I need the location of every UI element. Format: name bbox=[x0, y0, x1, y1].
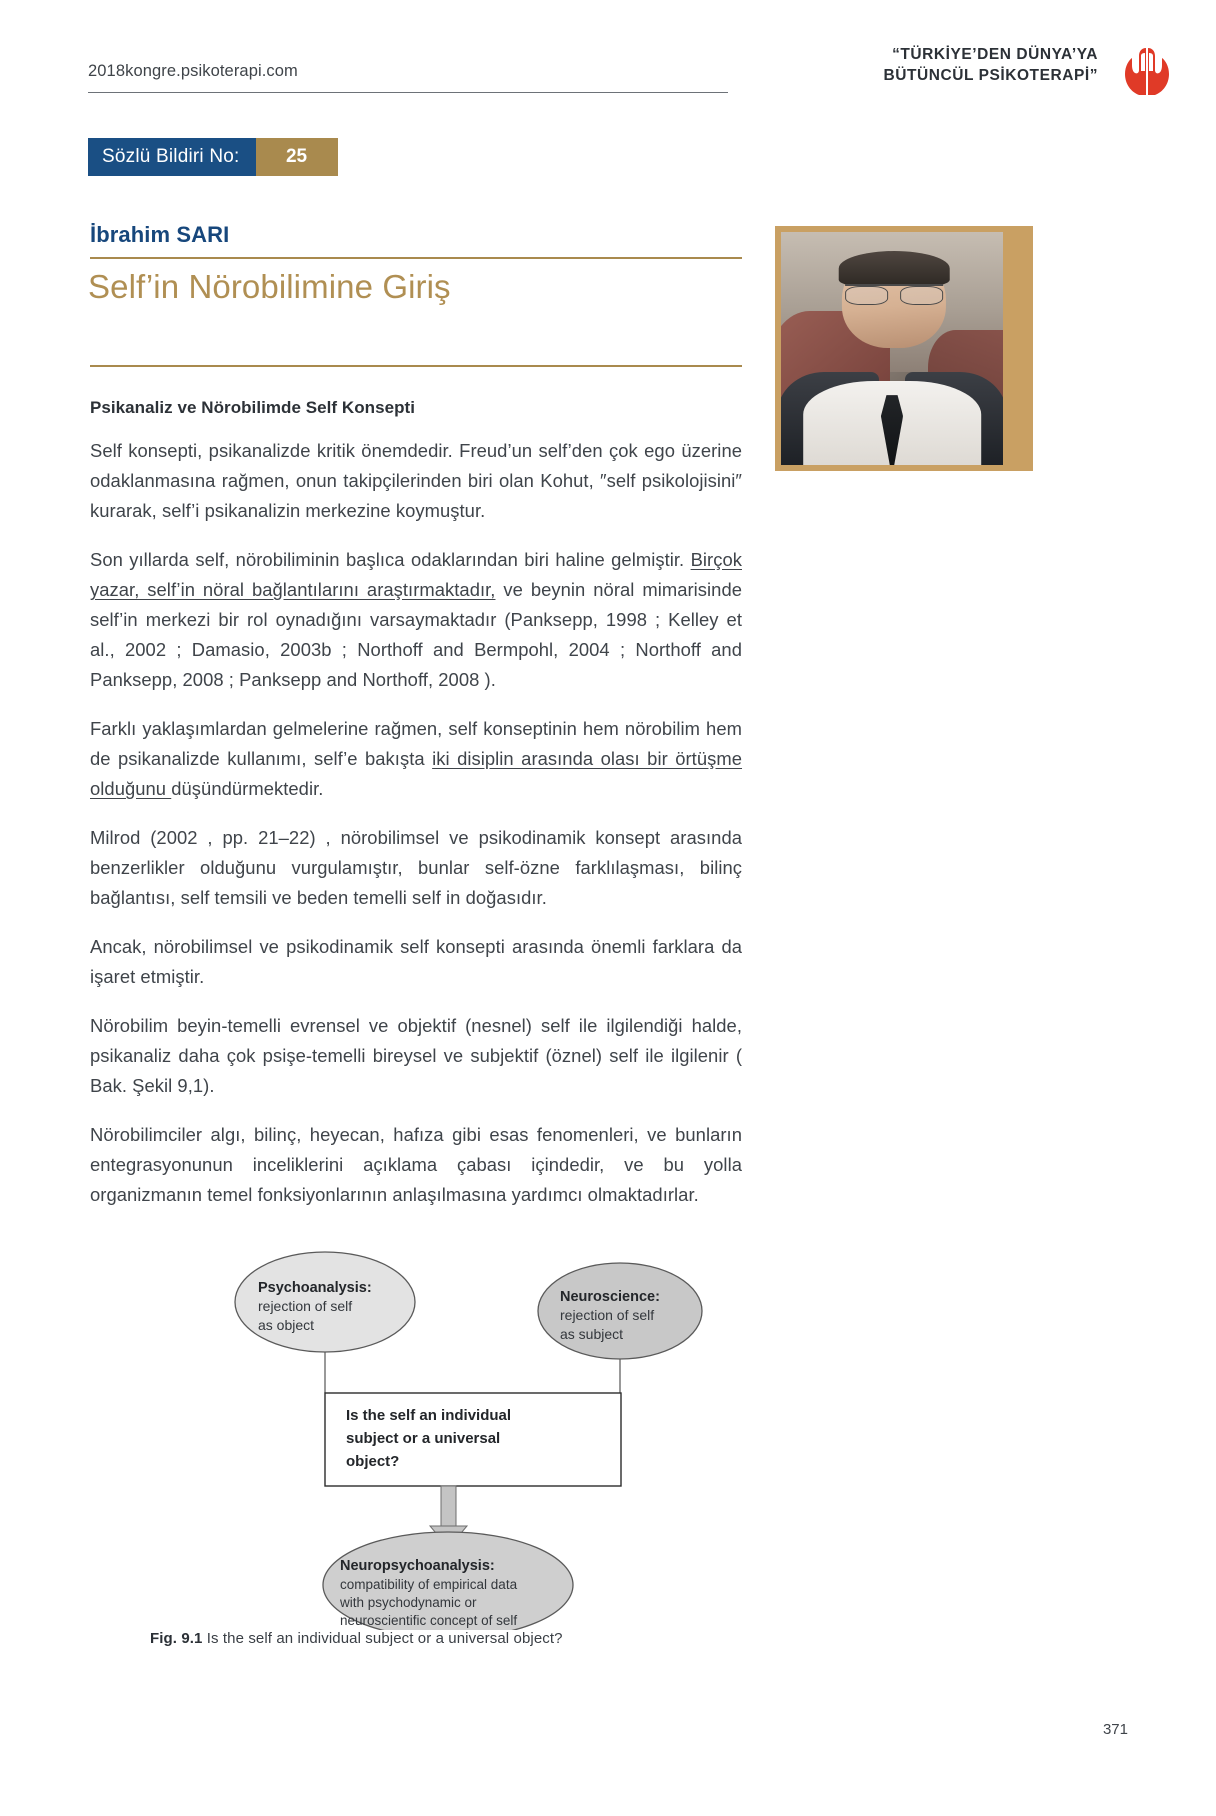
node-psychoanalysis-line1: rejection of self bbox=[258, 1298, 353, 1314]
paragraph-3-underlined: iki disiplin arasında olası bir örtüşme olduğunu bbox=[90, 748, 743, 799]
paragraph-2 bbox=[90, 545, 742, 695]
node-psychoanalysis-title: Psychoanalysis: bbox=[258, 1280, 372, 1296]
paragraph-2-post: ve beynin nöral mimarisinde self’in merkezi bir rol oynadığını varsaymaktadır (Panksepp, 1998 ; Kelley et al., 2002 ; Damasio, 2003b ; Northoff and Bermpohl, 2004 ; Northoff and Panksepp, 2008 ; Panksepp and Northoff, 2008 ). bbox=[90, 579, 742, 690]
brand-tagline-line2: BÜTÜNCÜL PSİKOTERAPİ” bbox=[883, 67, 1098, 84]
paragraph-1: Self konsepti, psikanalizde kritik önemdedir. Freud’un self’den çok ego üzerine odaklanmasına rağmen, onun takipçilerinden biri olan Kohut, ″self psikolojisini″ kurarak, self’i psikanalizin merkezine koymuştur. bbox=[90, 440, 742, 521]
brand-tagline-line1: “TÜRKİYE’DEN DÜNYA’YA bbox=[892, 46, 1098, 63]
figure-caption bbox=[150, 1630, 850, 1647]
question-box-line1: Is the self an individual bbox=[346, 1407, 512, 1424]
node-neuroscience-line1: rejection of self bbox=[560, 1307, 655, 1323]
paragraph-5: Ancak, nörobilimsel ve psikodinamik self konsepti arasında önemli farklara da işaret etmiştir. bbox=[90, 936, 742, 987]
header-divider bbox=[88, 92, 728, 93]
paragraph-2-pre: Son yıllarda self, nörobiliminin başlıca odaklarından biri haline gelmiştir. bbox=[90, 549, 691, 570]
paragraph-3 bbox=[90, 714, 742, 804]
node-neuroscience-line2: as subject bbox=[560, 1326, 624, 1342]
node-neuropsychoanalysis-line2: with psychodynamic or bbox=[340, 1595, 477, 1610]
node-psychoanalysis-line2: as object bbox=[258, 1317, 315, 1333]
question-box-line2: subject or a universal bbox=[346, 1430, 501, 1447]
node-neuropsychoanalysis-line3: neuroscientific concept of self bbox=[340, 1613, 518, 1628]
paragraph-3-post: düşündürmektedir. bbox=[171, 778, 324, 799]
header-url: 2018kongre.psikoterapi.com bbox=[88, 62, 298, 80]
article-body bbox=[90, 398, 742, 1210]
author-name: İbrahim SARI bbox=[90, 222, 230, 247]
section-heading: Psikanaliz ve Nörobilimde Self Konsepti bbox=[90, 398, 416, 417]
page-title: Self’in Nörobilimine Giriş bbox=[88, 268, 451, 305]
paragraph-6: Nörobilim beyin-temelli evrensel ve objektif (nesnel) self ile ilgilendiği halde, psikanaliz daha çok psişe-temelli bireysel ve subjektif (öznel) self ile ilgilenir ( Bak. Şekil 9,1). bbox=[90, 1015, 742, 1096]
paragraph-2-underlined: Birçok yazar, self’in nöral bağlantılarını araştırmaktadır, bbox=[90, 549, 742, 600]
author-portrait bbox=[781, 232, 1003, 465]
brand-tagline bbox=[678, 44, 1098, 86]
figure-caption-text: Is the self an individual subject or a universal object? bbox=[206, 1630, 563, 1647]
paragraph-7: Nörobilimciler algı, bilinç, heyecan, hafıza gibi esas fenomenleri, ve bunların entegrasyonunun inceliklerini açıklama çabası içindedir, ve bu yolla organizmanın temel fonksiyonlarının anlaşılmasına yardımcı olmaktadırlar. bbox=[90, 1124, 742, 1205]
figure-9-1 bbox=[150, 1230, 850, 1670]
figure-caption-label: Fig. 9.1 bbox=[150, 1630, 203, 1647]
badge-label: Sözlü Bildiri No: bbox=[88, 138, 256, 176]
badge-number: 25 bbox=[256, 138, 338, 176]
node-neuropsychoanalysis-title: Neuropsychoanalysis: bbox=[340, 1558, 495, 1574]
title-divider-top bbox=[90, 257, 742, 259]
page-header bbox=[0, 0, 1216, 120]
node-neuroscience-title: Neuroscience: bbox=[560, 1289, 660, 1305]
paragraph-3-pre: Farklı yaklaşımlardan gelmelerine rağmen, self konseptinin hem nörobilim hem de psikanalizde kullanımı, self’e bakışta bbox=[90, 718, 742, 769]
page-number: 371 bbox=[1102, 1721, 1128, 1738]
title-divider-bottom bbox=[90, 365, 742, 367]
paragraph-4: Milrod (2002 , pp. 21–22) , nörobilimsel ve psikodinamik konsept arasında benzerlikler olduğunu vurgulamıştır, bunlar self-özne farklılaşması, bilinç bağlantısı, self temsili ve beden temelli self in doğasıdır. bbox=[90, 827, 742, 908]
author-portrait-frame bbox=[775, 226, 1033, 471]
question-box-line3: object? bbox=[346, 1453, 400, 1470]
node-neuropsychoanalysis-line1: compatibility of empirical data bbox=[340, 1577, 518, 1592]
psi-head-logo-icon bbox=[1116, 40, 1178, 102]
abstract-number-badge bbox=[88, 138, 338, 176]
